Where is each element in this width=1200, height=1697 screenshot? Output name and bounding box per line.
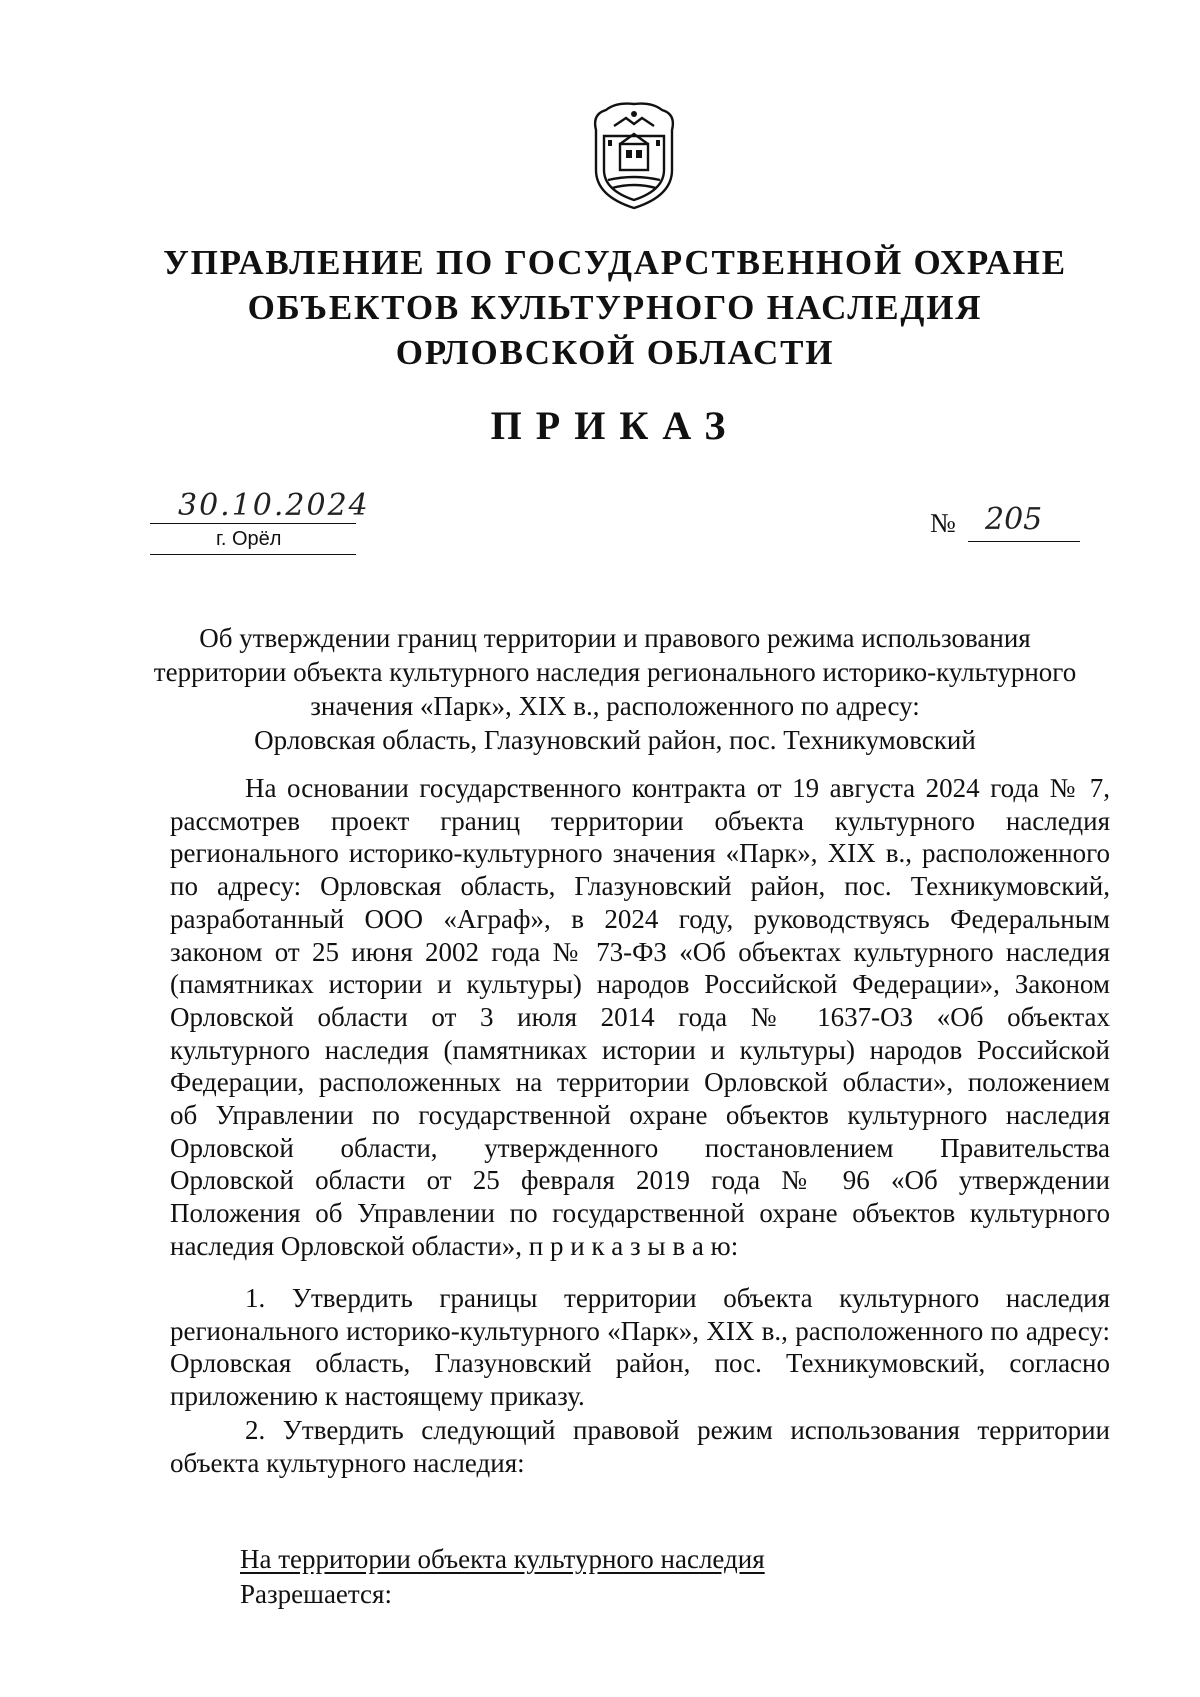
subject-line: Орловская область, Глазуновский район, пос. Техникумовский: [254, 725, 976, 755]
agency-name-line-1: УПРАВЛЕНИЕ ПО ГОСУДАРСТВЕННОЙ ОХРАНЕ: [163, 243, 1067, 282]
paragraph-line: культурного наследия (памятниках истории и культуры) народов Российской: [170, 1034, 1110, 1065]
paragraph-line: 1. Утвердить границы территории объекта культурного наследия: [245, 1283, 1110, 1313]
paragraph-line: Орловской области от 3 июля 2014 года № 1637-ОЗ «Об объектах: [170, 1001, 1110, 1032]
city-underline: [150, 554, 356, 555]
agency-name-line-3: ОРЛОВСКОЙ ОБЛАСТИ: [395, 333, 835, 372]
preamble-paragraph: [170, 772, 1110, 1263]
paragraph-line: Федерации, расположенных на территории Орловской области», положением: [170, 1067, 1110, 1098]
paragraph-line: Орловской области, утвержденного постановлением Правительства: [170, 1132, 1110, 1163]
paragraph-line: регионального историко-культурного «Парк», XIX в., расположенного по адресу:: [170, 1315, 1110, 1346]
document-date: 30.10.2024: [178, 488, 370, 523]
section-heading: На территории объекта культурного наследия: [240, 1544, 765, 1574]
paragraph-line: Орловской области от 25 февраля 2019 года № 96 «Об утверждении: [170, 1165, 1110, 1196]
document-city: г. Орёл: [216, 528, 282, 550]
subject-line: территории объекта культурного наследия регионального историко-культурного: [153, 657, 1077, 687]
order-item-1: [170, 1282, 1110, 1413]
paragraph-line: регионального историко-культурного значения «Парк», XIX в., расположенного: [170, 838, 1110, 869]
paragraph-line: об Управлении по государственной охране объектов культурного наследия: [170, 1100, 1110, 1131]
agency-name-line-2: ОБЪЕКТОВ КУЛЬТУРНОГО НАСЛЕДИЯ: [247, 288, 983, 327]
document-subject: [150, 621, 1080, 757]
paragraph-line: по адресу: Орловская область, Глазуновский район, пос. Техникумовский,: [170, 871, 1110, 902]
document-type-title: ПРИКАЗ: [490, 403, 740, 448]
paragraph-line: наследия Орловской области», п р и к а з ы в а ю:: [170, 1230, 739, 1261]
paragraph-line: На основании государственного контракта от 19 августа 2024 года № 7,: [245, 773, 1110, 803]
subject-line: значения «Парк», XIX в., расположенного по адресу:: [310, 691, 920, 721]
orel-oblast-coat-of-arms-icon: [586, 100, 682, 212]
paragraph-line: законом от 25 июня 2002 года № 73-ФЗ «Об объектах культурного наследия: [170, 936, 1110, 967]
subject-line: Об утверждении границ территории и правового режима использования: [199, 623, 1031, 653]
paragraph-line: 2. Утвердить следующий правовой режим использования территории: [245, 1415, 1110, 1445]
allowed-label: Разрешается:: [240, 1579, 392, 1609]
number-underline: [968, 541, 1080, 542]
document-number: 205: [985, 502, 1043, 537]
paragraph-line: рассмотрев проект границ территории объекта культурного наследия: [170, 805, 1110, 836]
order-item-2: [170, 1414, 1110, 1479]
document-number-label: №: [930, 508, 956, 538]
paragraph-line: Положения об Управлении по государственной охране объектов культурного: [170, 1198, 1110, 1229]
paragraph-line: разработанный ООО «Аграф», в 2024 году, руководствуясь Федеральным: [170, 903, 1110, 934]
paragraph-line: объекта культурного наследия:: [170, 1447, 525, 1478]
paragraph-line: приложению к настоящему приказу.: [170, 1381, 585, 1412]
paragraph-line: Орловская область, Глазуновский район, пос. Техникумовский, согласно: [170, 1348, 1110, 1379]
date-underline: [150, 523, 356, 524]
paragraph-line: (памятниках истории и культуры) народов Российской Федерации», Законом: [170, 969, 1110, 1000]
